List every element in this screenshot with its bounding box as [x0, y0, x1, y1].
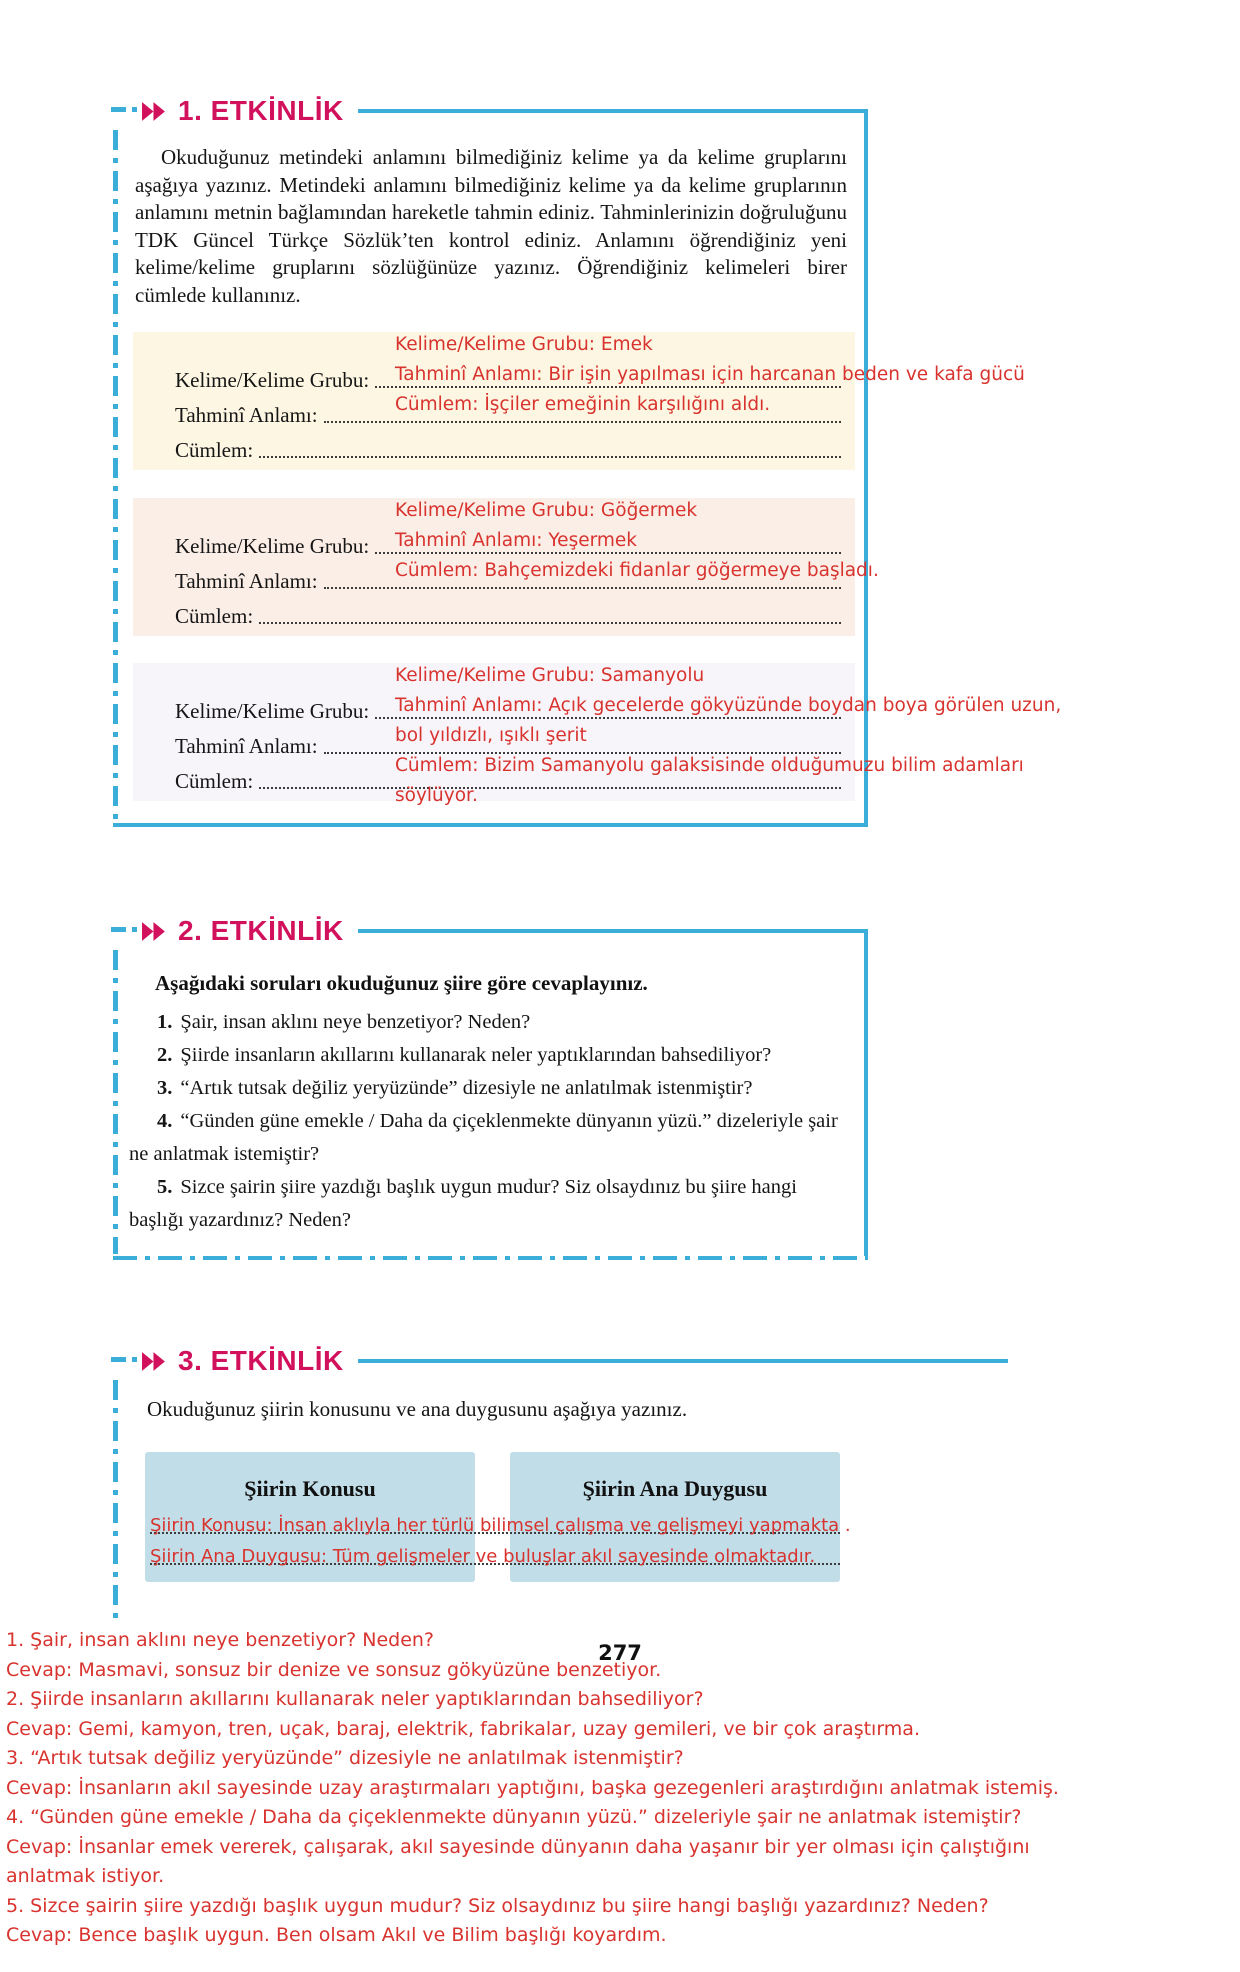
answer-key-line: 4. “Günden güne emekle / Daha da çiçeklenmekte dünyanın yüzü.” dizeleriyle şair ne anlatmak istemiştir?	[6, 1806, 1022, 1828]
activity-3-prompt: Okuduğunuz şiirin konusunu ve ana duygusunu aşağıya yazınız.	[147, 1397, 688, 1421]
poem-topic-header: Şiirin Konusu	[244, 1476, 376, 1501]
student-answer-box-1	[395, 330, 1075, 420]
question-5	[129, 1171, 855, 1237]
answer-key-line: 2. Şiirde insanların akıllarını kullanarak neler yaptıklarından bahsediliyor?	[6, 1688, 704, 1710]
question-text: “Günden güne emekle / Daha da çiçeklenmekte dünyanın yüzü.” dizeleriyle şair ne anlatmak istemiştir?	[129, 1110, 838, 1165]
dotted-answer-line	[259, 456, 841, 458]
border-corner-dot	[132, 927, 137, 932]
activity-2-prompt: Aşağıdaki soruları okuduğunuz şiire göre cevaplayınız.	[155, 971, 648, 995]
student-answer-box-2	[395, 496, 1075, 586]
header-rule	[358, 929, 868, 933]
answer-word: Kelime/Kelime Grubu: Emek	[395, 334, 653, 355]
answer-sentence: Cümlem: İşçiler emeğinin karşılığını aldı.	[395, 394, 771, 415]
question-text: “Artık tutsak değiliz yeryüzünde” dizesiyle ne anlatılmak istenmiştir?	[180, 1077, 753, 1099]
topic-answer: Şiirin Konusu: İnsan aklıyla her türlü bilimsel çalışma ve gelişmeyi yapmakta .	[150, 1515, 851, 1536]
answer-line	[150, 1510, 851, 1541]
meaning-field-label: Tahminî Anlamı:	[175, 568, 318, 593]
border-corner-dot	[132, 1357, 137, 1362]
question-number: 3.	[157, 1077, 173, 1099]
activity-2-title: 2. ETKİNLİK	[178, 915, 344, 946]
activity-1-instructions: Okuduğunuz metindeki anlamını bilmediğiniz kelime ya da kelime gruplarını aşağıya yazınız. Metindeki anlamını bilmediğiniz kelime ya da kelime gruplarının anlamını metnin bağlamından hareketle tahmin ediniz. Tahminlerinizin doğruluğunu TDK Güncel Türkçe Sözlük’ten kontrol ediniz. Anlamını öğrendiğiniz yeni kelime/kelime gruplarını sözlüğünüze yazınız. Öğrendiğiniz kelimeleri birer cümlede kullanınız.	[135, 145, 847, 307]
answer-key-line: Cevap: Bence başlık uygun. Ben olsam Akıl ve Bilim başlığı koyardım.	[6, 1924, 667, 1946]
answer-key-line: Cevap: İnsanların akıl sayesinde uzay araştırmaları yaptığını, başka gezegenleri araştırdığını anlatmak istemiş.	[6, 1776, 1059, 1799]
question-number: 1.	[157, 1011, 173, 1033]
word-field-label: Kelime/Kelime Grubu:	[175, 533, 370, 558]
bottom-border	[113, 823, 868, 827]
answer-key-line: 3. “Artık tutsak değiliz yeryüzünde” dizesiyle ne anlatılmak istenmiştir?	[6, 1747, 684, 1769]
activity-2-header	[141, 914, 868, 948]
sentence-field-label: Cümlem:	[175, 437, 254, 462]
question-number: 2.	[157, 1044, 173, 1066]
student-answer-box-3	[395, 661, 1075, 811]
question-number: 4.	[157, 1110, 173, 1132]
sentence-field-label: Cümlem:	[175, 603, 254, 628]
activity-3-title: 3. ETKİNLİK	[178, 1345, 344, 1376]
fast-forward-icon	[141, 101, 168, 122]
answer-key	[6, 1626, 1106, 1951]
theme-answer: Şiirin Ana Duygusu: Tüm gelişmeler ve buluşlar akıl sayesinde olmaktadır.	[150, 1546, 816, 1567]
answer-key-line: Cevap: İnsanlar emek vererek, çalışarak, akıl sayesinde dünyanın daha yaşanır bir yer olması için çalıştığını anlatmak istiyor.	[6, 1835, 1030, 1887]
sentence-field	[175, 428, 841, 463]
answer-key-line: Cevap: Gemi, kamyon, tren, uçak, baraj, elektrik, fabrikalar, uzay gemileri, ve bir çok araştırma.	[6, 1717, 920, 1740]
activity-1-section	[113, 92, 1062, 827]
dotted-answer-line	[324, 421, 841, 423]
activity-1-title: 1. ETKİNLİK	[178, 95, 344, 126]
fast-forward-icon	[141, 1351, 168, 1372]
answer-sentence: Cümlem: Bahçemizdeki fidanlar göğermeye başladı.	[395, 560, 879, 581]
answer-key-line: 1. Şair, insan aklını neye benzetiyor? Neden?	[6, 1629, 435, 1651]
right-border	[864, 930, 868, 1256]
sentence-field	[175, 594, 841, 629]
dashed-left-border	[113, 1380, 118, 1622]
dotted-answer-line	[324, 587, 841, 589]
activity-1-header	[141, 94, 868, 128]
answer-word: Kelime/Kelime Grubu: Samanyolu	[395, 665, 705, 686]
question-number: 5.	[157, 1176, 173, 1198]
dashed-left-border	[113, 130, 118, 821]
activity-2-section	[113, 912, 868, 1260]
word-box-2	[133, 498, 879, 636]
question-1	[129, 1006, 855, 1039]
border-corner-dash	[111, 927, 126, 932]
word-box-1	[133, 332, 1025, 470]
answer-key-line: 5. Sizce şairin şiire yazdığı başlık uygun mudur? Siz olsaydınız bu şiire hangi başlığı yazardınız? Neden?	[6, 1894, 989, 1917]
fast-forward-icon	[141, 921, 168, 942]
activity-3-answers	[150, 1510, 851, 1572]
dotted-answer-line	[259, 622, 841, 624]
question-3	[129, 1072, 855, 1105]
answer-meaning: Tahminî Anlamı: Açık gecelerde gökyüzünde boydan boya görülen uzun, bol yıldızlı, ışıklı şerit	[395, 695, 1062, 746]
activity-3-header	[141, 1344, 1008, 1378]
question-list	[129, 1006, 855, 1237]
answer-sentence: Cümlem: Bizim Samanyolu galaksisinde olduğumuzu bilim adamları söylüyor.	[395, 755, 1024, 806]
header-rule	[358, 109, 868, 113]
word-box-3	[133, 663, 1062, 806]
header-rule	[358, 1359, 1008, 1363]
question-4	[129, 1105, 855, 1171]
word-field-label: Kelime/Kelime Grubu:	[175, 367, 370, 392]
answer-meaning: Tahminî Anlamı: Yeşermek	[395, 530, 637, 551]
bottom-border	[113, 1256, 868, 1260]
question-2	[129, 1039, 855, 1072]
poem-theme-header: Şiirin Ana Duygusu	[582, 1476, 768, 1501]
question-text: Sizce şairin şiire yazdığı başlık uygun mudur? Siz olsaydınız bu şiire hangi başlığı yazardınız? Neden?	[129, 1176, 797, 1231]
page-number: 277	[598, 1641, 642, 1665]
meaning-field-label: Tahminî Anlamı:	[175, 733, 318, 758]
sentence-field-label: Cümlem:	[175, 768, 254, 793]
dashed-left-border	[113, 950, 118, 1254]
meaning-field-label: Tahminî Anlamı:	[175, 402, 318, 427]
word-field-label: Kelime/Kelime Grubu:	[175, 698, 370, 723]
answer-line	[150, 1541, 840, 1572]
border-corner-dot	[132, 107, 137, 112]
answer-key-line: Cevap: Masmavi, sonsuz bir denize ve sonsuz gökyüzüne benzetiyor.	[6, 1658, 662, 1681]
question-text: Şair, insan aklını neye benzetiyor? Neden?	[180, 1011, 531, 1033]
answer-meaning: Tahminî Anlamı: Bir işin yapılması için harcanan beden ve kafa gücü	[395, 364, 1025, 385]
border-corner-dash	[111, 1357, 126, 1362]
answer-word: Kelime/Kelime Grubu: Göğermek	[395, 500, 698, 521]
activity-3-section	[113, 1342, 1008, 1622]
question-text: Şiirde insanların akıllarını kullanarak neler yaptıklarından bahsediliyor?	[180, 1044, 772, 1066]
border-corner-dash	[111, 107, 126, 112]
